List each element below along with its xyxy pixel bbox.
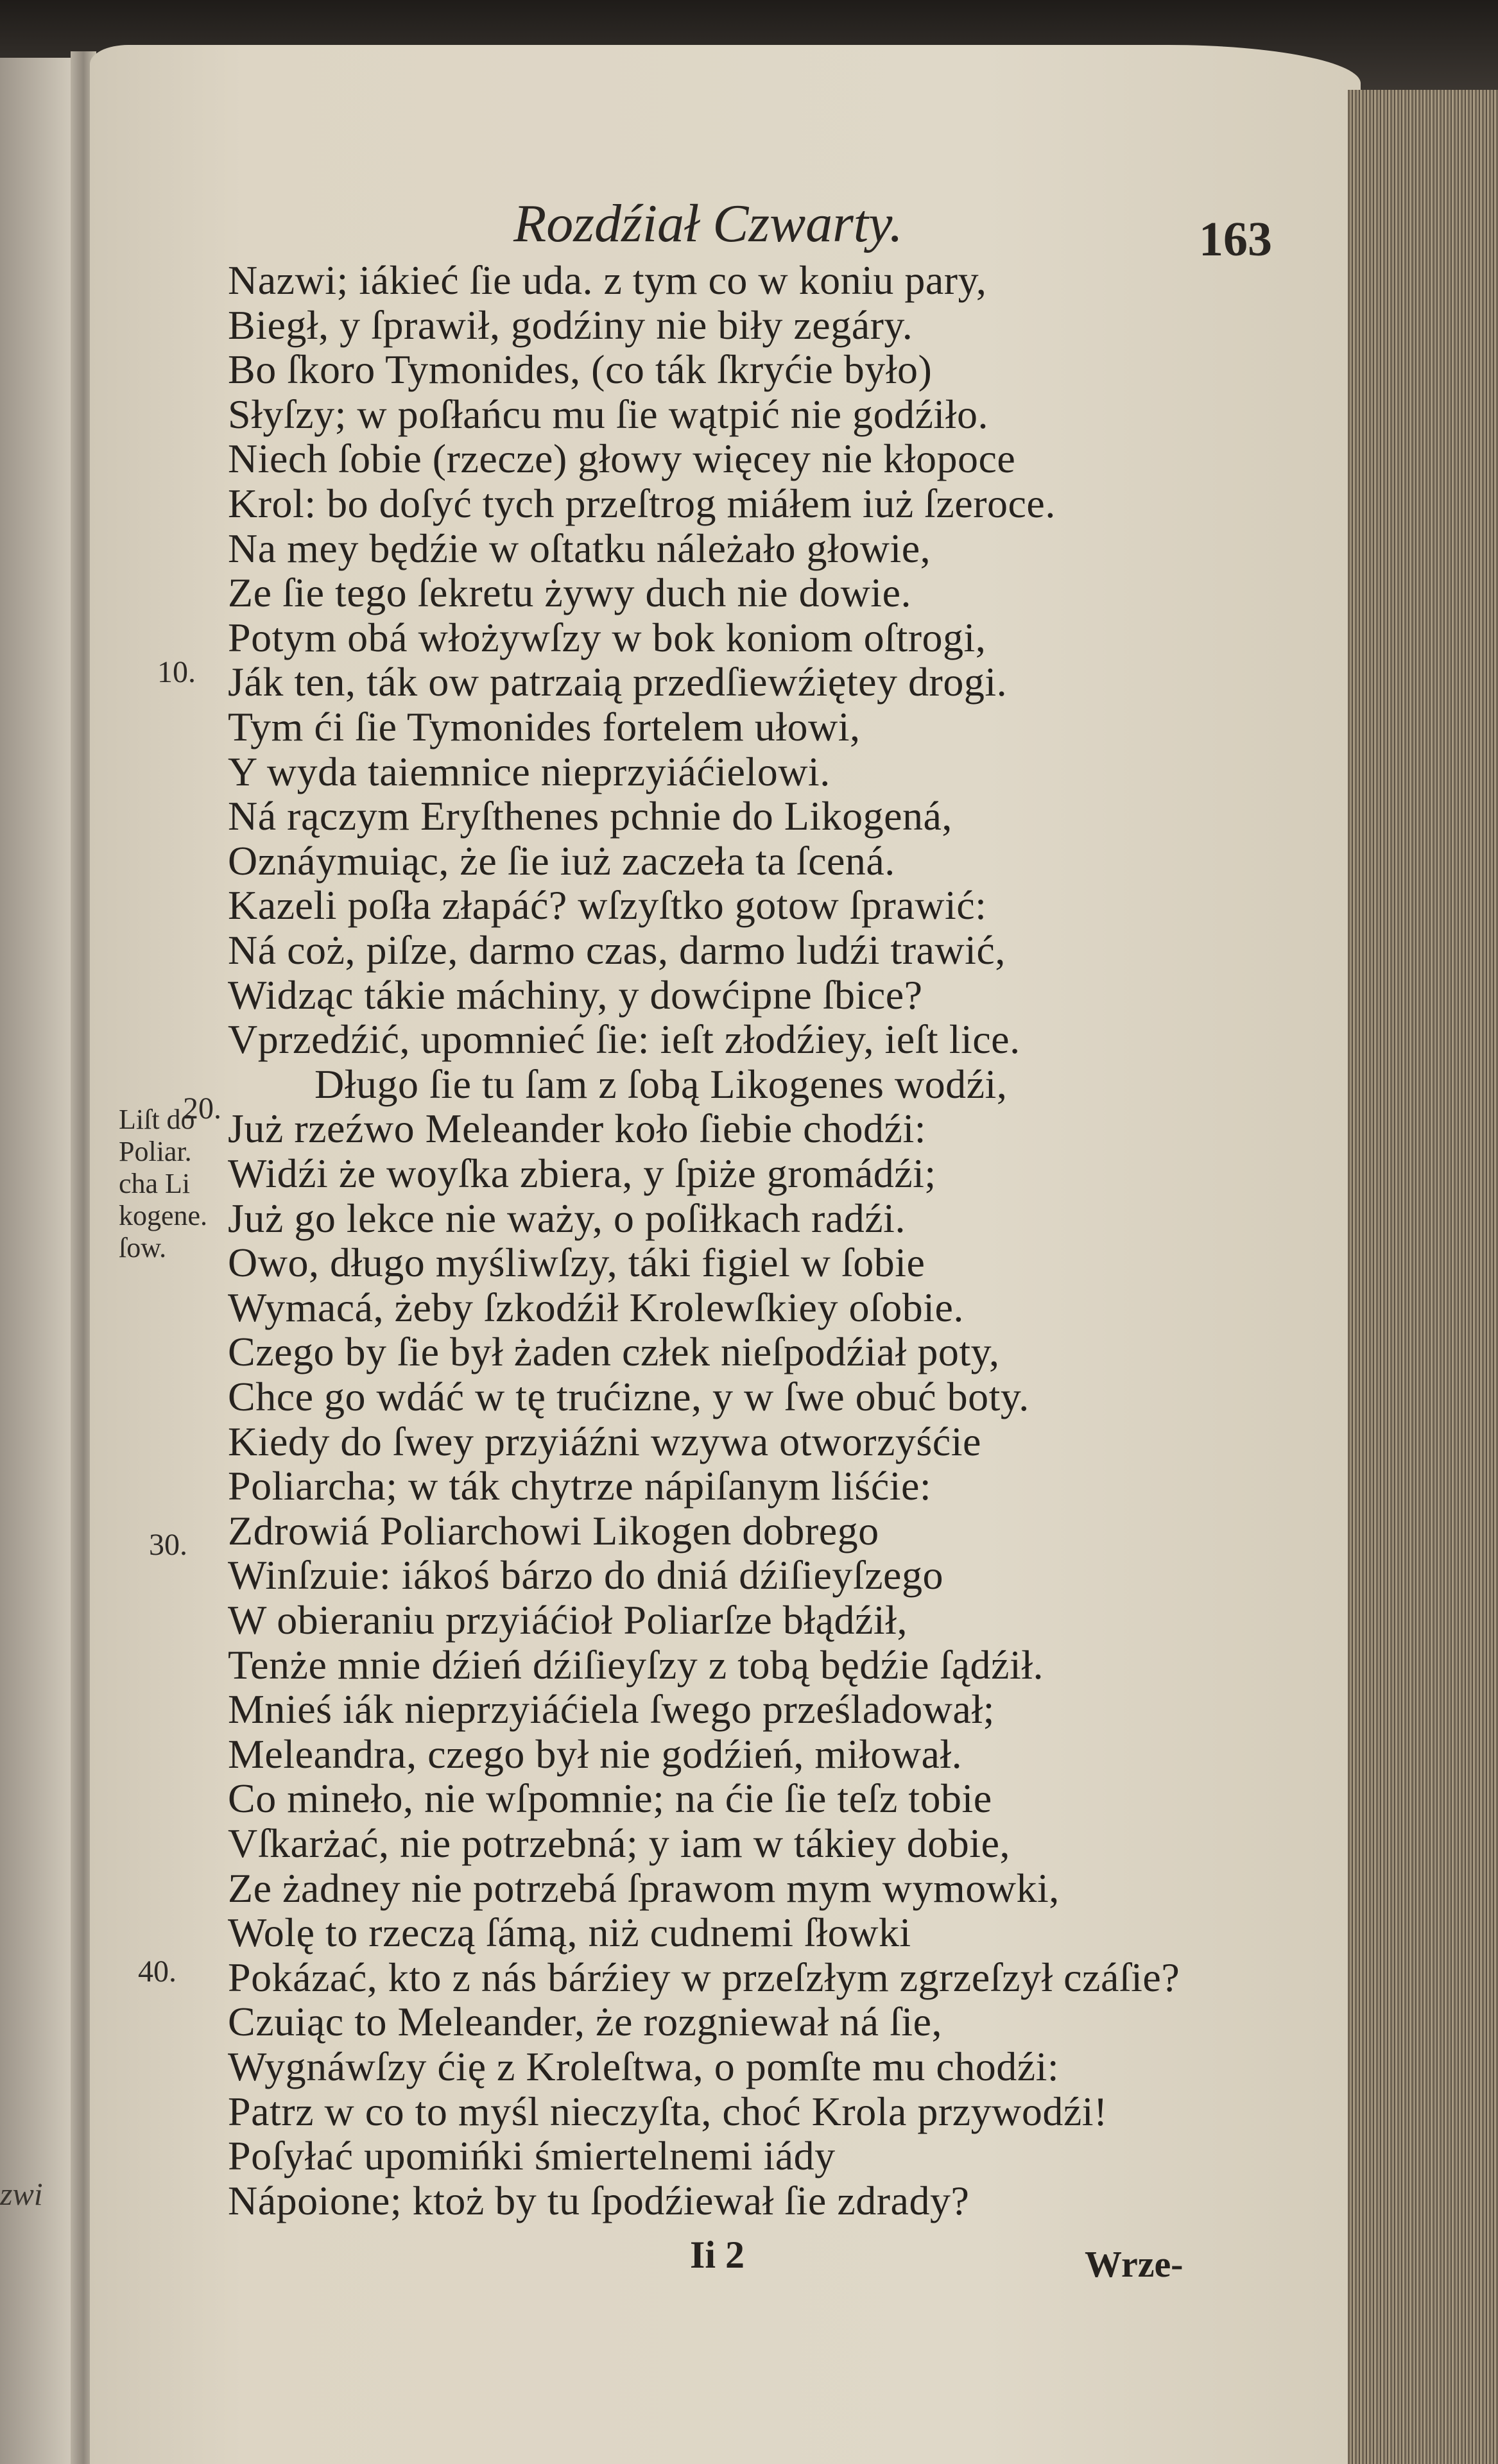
verse-line: Oznáymuiąc, że ſie iuż zaczeła ta ſcená. <box>228 837 895 884</box>
verse-line: Nápoione; ktoż by tu ſpodźiewał ſie zdrady? <box>228 2177 970 2223</box>
verse-line: Ják ten, ták ow patrzaią przedſiewźiętey drogi. <box>228 659 1008 705</box>
verse-line: Owo, długo myśliwſzy, táki figiel w ſobie <box>228 1240 925 1286</box>
verse-line: Y wyda taiemnice nieprzyiáćielowi. <box>228 748 831 794</box>
catchword: Wrze- <box>1085 2243 1184 2285</box>
verse-line: Niech ſobie (rzecze) głowy więcey nie kłopoce <box>228 436 1016 482</box>
verse-line: Vprzedźić, upomnieć ſie: ieſt złodźiey, ieſt lice. <box>228 1016 1020 1063</box>
verse-line: Czuiąc to Meleander, że rozgniewał ná ſie, <box>228 1999 943 2045</box>
verse-line: Pokázać, kto z nás bárźiey w przeſzłym zgrzeſzył czáſie? <box>228 1954 1180 2000</box>
verse-line: Tym ći ſie Tymonides fortelem ułowi, <box>228 704 861 749</box>
verse-line: Mnieś iák nieprzyiáćiela ſwego prześladował; <box>228 1686 995 1733</box>
verse-line: Tenże mnie dźień dźiſieyſzy z tobą będźie ſądźił. <box>228 1641 1044 1688</box>
page-edges <box>1348 90 1498 2464</box>
verse-line: Patrz w co to myśl nieczyſta, choć Krola przywodźi! <box>228 2088 1108 2134</box>
verse-line: Krol: bo doſyć tych przeſtrog miáłem iuż ſzeroce. <box>228 481 1056 526</box>
verse-line: Wymacá, żeby ſzkodźił Krolewſkiey oſobie. <box>228 1284 964 1330</box>
verse-line: Już rzeźwo Meleander koło ſiebie chodźi: <box>228 1106 926 1152</box>
verse-line: Czego by ſie był żaden człek nieſpodźiał poty, <box>228 1329 1000 1375</box>
verse-line: Ná rączym Eryſthenes pchnie do Likogená, <box>228 793 952 839</box>
verse-line: Już go lekce nie waży, o poſiłkach radźi. <box>228 1195 906 1241</box>
verse-line: Ze żadney nie potrzebá ſprawom mym wymowki, <box>228 1865 1060 1911</box>
verse-line: Widźi że woyſka zbiera, y ſpiże gromádźi; <box>228 1151 936 1196</box>
verse-line: Kazeli poſła złapáć? wſzyſtko gotow ſprawić: <box>228 882 987 928</box>
page-number: 163 <box>1199 212 1272 266</box>
verse-line: Widząc tákie máchiny, y dowćipne ſbice? <box>228 971 923 1018</box>
left-page-fragment: zwi <box>0 2176 43 2212</box>
verse-line: Bo ſkoro Tymonides, (co ták ſkryćie było) <box>228 346 933 393</box>
running-title: Rozdźiał Czwarty. <box>513 194 903 253</box>
left-page-edge <box>0 58 80 2464</box>
verse-line: Vſkarżać, nie potrzebná; y iam w tákiey dobie, <box>228 1820 1010 1866</box>
marginal-note: Liſt do Poliar. cha Li kogene. ſow. <box>119 1104 208 1263</box>
signature-mark: Ii 2 <box>690 2234 745 2276</box>
verse-line: Długo ſie tu ſam z ſobą Likogenes wodźi, <box>314 1061 1008 1107</box>
verse-line: W obieraniu przyiáćioł Poliarſze błądźił, <box>228 1597 908 1643</box>
verse-line: Potym obá włożywſzy w bok koniom oſtrogi, <box>228 614 986 660</box>
verse-line: Nazwi; iákieć ſie uda. z tym co w koniu pary, <box>228 257 987 303</box>
verse-line: Ze ſie tego ſekretu żywy duch nie dowie. <box>228 570 911 616</box>
verse-line: Słyſzy; w poſłańcu mu ſie wątpić nie godźiło. <box>228 391 988 437</box>
verse-line: Winſzuie: iákoś bárzo do dniá dźiſieyſzego <box>228 1552 943 1598</box>
verse-line: Poliarcha; w ták chytrze nápiſanym liśćie: <box>228 1463 932 1509</box>
line-number-40: 40. <box>138 1955 176 1989</box>
verse-line: Wolę to rzeczą ſámą, niż cudnemi ſłowki <box>228 1910 911 1956</box>
verse-line: Wygnáwſzy ćię z Kroleſtwa, o pomſte mu chodźi: <box>228 2044 1060 2089</box>
verse-line: Ná coż, piſze, darmo czas, darmo ludźi trawić, <box>228 927 1006 973</box>
verse-line: Biegł, y ſprawił, godźiny nie biły zegáry. <box>228 302 913 348</box>
verse-line: Poſyłać upomińki śmiertelnemi iády <box>228 2133 836 2179</box>
line-number-30: 30. <box>149 1528 187 1562</box>
verse-line: Kiedy do ſwey przyiáźni wzywa otworzyśćie <box>228 1418 981 1464</box>
verse-line: Chce go wdáć w tę trućizne, y w ſwe obuć boty. <box>228 1374 1029 1419</box>
verse-line: Meleandra, czego był nie godźień, miłował. <box>228 1731 963 1777</box>
line-number-20: 20. <box>183 1091 221 1125</box>
verse-line: Na mey będźie w oſtatku náleżało głowie, <box>228 525 931 571</box>
verse-line: Co mineło, nie wſpomnie; na ćie ſie teſz tobie <box>228 1775 992 1822</box>
line-number-10: 10. <box>157 655 196 689</box>
verse-line: Zdrowiá Poliarchowi Likogen dobrego <box>228 1507 879 1553</box>
